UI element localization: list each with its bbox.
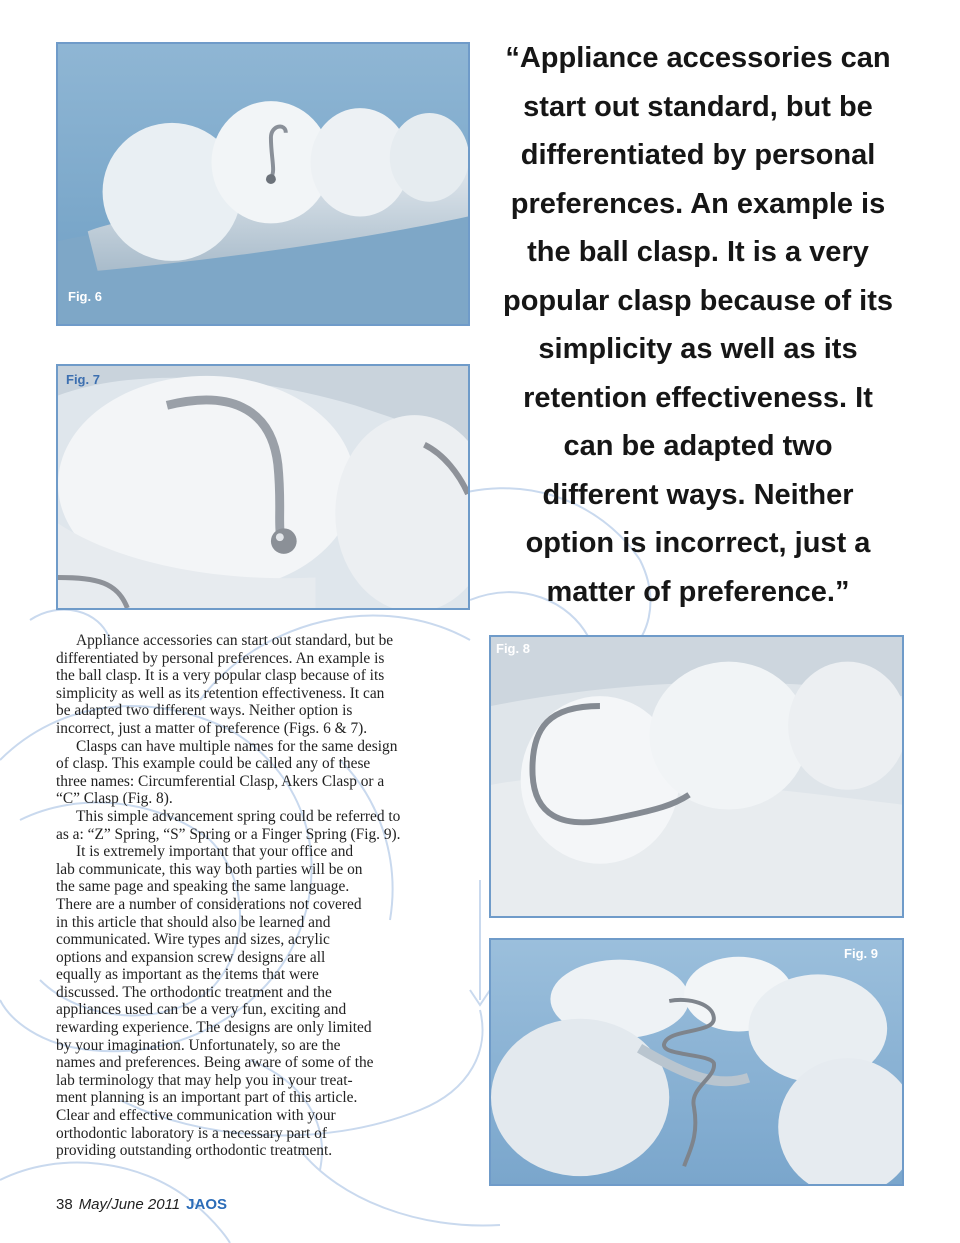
body-line: names and preferences. Being aware of some of the <box>56 1054 374 1072</box>
figure-6-photo <box>58 44 468 324</box>
figure-8 <box>489 635 904 918</box>
body-line: be adapted two different ways. Neither option is <box>56 702 353 720</box>
figure-9-label: Fig. 9 <box>844 946 878 961</box>
journal-name: JAOS <box>186 1196 228 1213</box>
body-line: It is extremely important that your office and <box>76 843 354 861</box>
body-line: There are a number of considerations not covered <box>56 895 362 913</box>
body-line: the same page and speaking the same language. <box>56 878 350 896</box>
pull-quote-line: the ball clasp. It is a very <box>527 236 869 268</box>
pull-quote-line: different ways. Neither <box>542 478 854 511</box>
pull-quote-line: start out standard, but be <box>523 90 873 123</box>
pull-quote-line: “Appliance accessories can <box>505 42 891 74</box>
body-line: “C” Clasp (Fig. 8). <box>56 790 173 808</box>
page-number: 38 <box>56 1196 73 1213</box>
body-line: providing outstanding orthodontic treatment. <box>56 1142 333 1160</box>
body-line: options and expansion screw designs are all <box>56 948 326 966</box>
pull-quote-line: matter of preference.” <box>546 575 850 608</box>
body-line: discussed. The orthodontic treatment and the <box>56 983 332 1001</box>
body-line: appliances used can be a very fun, exciting and <box>56 1001 347 1019</box>
body-line: three names: Circumferential Clasp, Akers Clasp or a <box>56 772 385 790</box>
figure-6-label: Fig. 6 <box>68 289 102 304</box>
body-line: by your imagination. Unfortunately, so are the <box>56 1036 341 1054</box>
body-line: equally as important as the items that were <box>56 966 319 984</box>
pull-quote <box>488 34 908 616</box>
body-line: Clear and effective communication with your <box>56 1107 336 1125</box>
body-line: rewarding experience. The designs are only limited <box>56 1019 372 1037</box>
body-line: the ball clasp. It is a very popular clasp because of its <box>56 667 385 685</box>
pull-quote-line: option is incorrect, just a <box>525 527 871 559</box>
body-line: Appliance accessories can start out standard, but be <box>76 632 394 649</box>
figure-8-photo <box>491 637 902 916</box>
body-line: lab communicate, this way both parties will be on <box>56 860 363 878</box>
body-line: as a: “Z” Spring, “S” Spring or a Finger Spring (Fig. 9). <box>56 825 401 843</box>
body-line: of clasp. This example could be called any of these <box>56 755 371 773</box>
figure-7-photo <box>58 366 468 608</box>
issue-date: May/June 2011 <box>78 1196 181 1213</box>
body-line: incorrect, just a matter of preference (Figs. 6 & 7). <box>56 719 368 737</box>
pull-quote-line: preferences. An example is <box>510 187 886 220</box>
body-line: This simple advancement spring could be referred to <box>76 807 401 825</box>
page-footer <box>56 1196 227 1213</box>
body-line: communicated. Wire types and sizes, acrylic <box>56 931 330 949</box>
body-line: simplicity as well as its retention effectiveness. It can <box>56 684 385 702</box>
pull-quote-line: differentiated by personal <box>520 139 876 171</box>
body-line: orthodontic laboratory is a necessary part of <box>56 1124 327 1142</box>
figure-8-label: Fig. 8 <box>496 641 530 656</box>
figure-9-photo <box>491 940 902 1184</box>
figure-7-label: Fig. 7 <box>66 372 100 387</box>
article-body <box>56 632 470 1160</box>
body-line: ment planning is an important part of this article. <box>56 1089 358 1107</box>
pull-quote-line: retention effectiveness. It <box>523 381 873 414</box>
pull-quote-line: simplicity as well as its <box>538 333 858 365</box>
figure-7 <box>56 364 470 610</box>
body-line: Clasps can have multiple names for the same design <box>76 737 398 755</box>
pull-quote-line: can be adapted two <box>563 430 833 462</box>
figure-9 <box>489 938 904 1186</box>
figure-6 <box>56 42 470 326</box>
body-line: lab terminology that may help you in your treat- <box>56 1071 353 1089</box>
body-line: differentiated by personal preferences. An example is <box>56 649 385 667</box>
pull-quote-line: popular clasp because of its <box>503 284 893 317</box>
body-line: in this article that should also be learned and <box>56 913 331 931</box>
